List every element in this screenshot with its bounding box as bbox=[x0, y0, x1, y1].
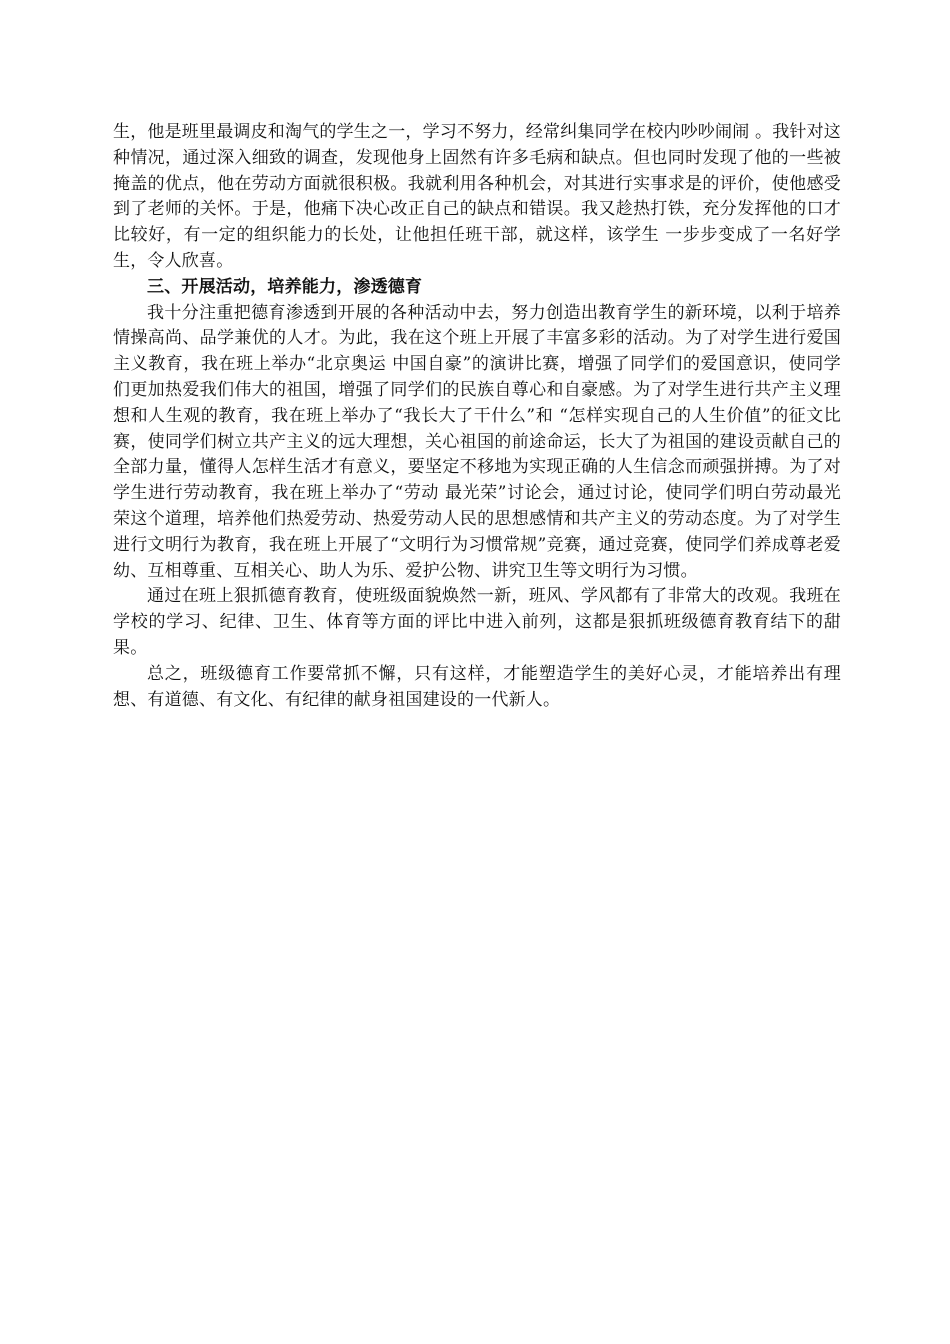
paragraph-continued: 生，他是班里最调皮和淘气的学生之一，学习不努力，经常纠集同学在校内吵吵闹闹 。我针对这种情况，通过深入细致的调查，发现他身上固然有许多毛病和缺点。但也同时发现了他的一些被掩盖的优点，他在劳动方面就很积极。我就利用各种机会，对其进行实事求是的评价，使他感受到了老师的关怀。于是，他痛下决心改正自己的缺点和错误。我又趁热打铁，充分发挥他的口才比较好，有一定的组织能力的长处，让他担任班干部，就这样，该学生 一步步变成了一名好学生，令人欣喜。 bbox=[113, 122, 842, 271]
paragraph-activities: 我十分注重把德育渗透到开展的各种活动中去，努力创造出教育学生的新环境，以利于培养情操高尚、品学兼优的人才。为此，我在这个班上开展了丰富多彩的活动。为了对学生进行爱国主义教育，我在班上举办“北京奥运 中国自豪”的演讲比赛，增强了同学们的爱国意识，使同学们更加热爱我们伟大的祖国，增强了同学们的民族自尊心和自豪感。为了对学生进行共产主义理想和人生观的教育，我在班上举办了“我长大了干什么”和 “怎样实现自己的人生价值”的征文比赛，使同学们树立共产主义的远大理想，关心祖国的前途命运，长大了为祖国的建设贡献自己的全部力量，懂得人怎样生活才有意义，要坚定不移地为实现正确的人生信念而顽强拼搏。为了对学生进行劳动教育，我在班上举办了“劳动 最光荣”讨论会，通过讨论，使同学们明白劳动最光荣这个道理，培养他们热爱劳动、热爱劳动人民的思想感情和共产主义的劳动态度。为了对学生进行文明行为教育，我在班上开展了“文明行为习惯常规”竞赛，通过竞赛，使同学们养成尊老爱幼、互相尊重、互相关心、助人为乐、爱护公物、讲究卫生等文明行为习惯。 bbox=[113, 302, 841, 581]
paragraph-conclusion: 总之，班级德育工作要常抓不懈，只有这样，才能塑造学生的美好心灵，才能培养出有理想、有道德、有文化、有纪律的献身祖国建设的一代新人。 bbox=[113, 663, 841, 710]
section-heading: 三、开展活动，培养能力，渗透德育 bbox=[147, 276, 423, 297]
paragraph-results: 通过在班上狠抓德育教育，使班级面貌焕然一新，班风、学风都有了非常大的改观。我班在学校的学习、纪律、卫生、体育等方面的评比中进入前列，这都是狠抓班级德育教育结下的甜果。 bbox=[113, 586, 841, 658]
document-body bbox=[113, 120, 841, 713]
